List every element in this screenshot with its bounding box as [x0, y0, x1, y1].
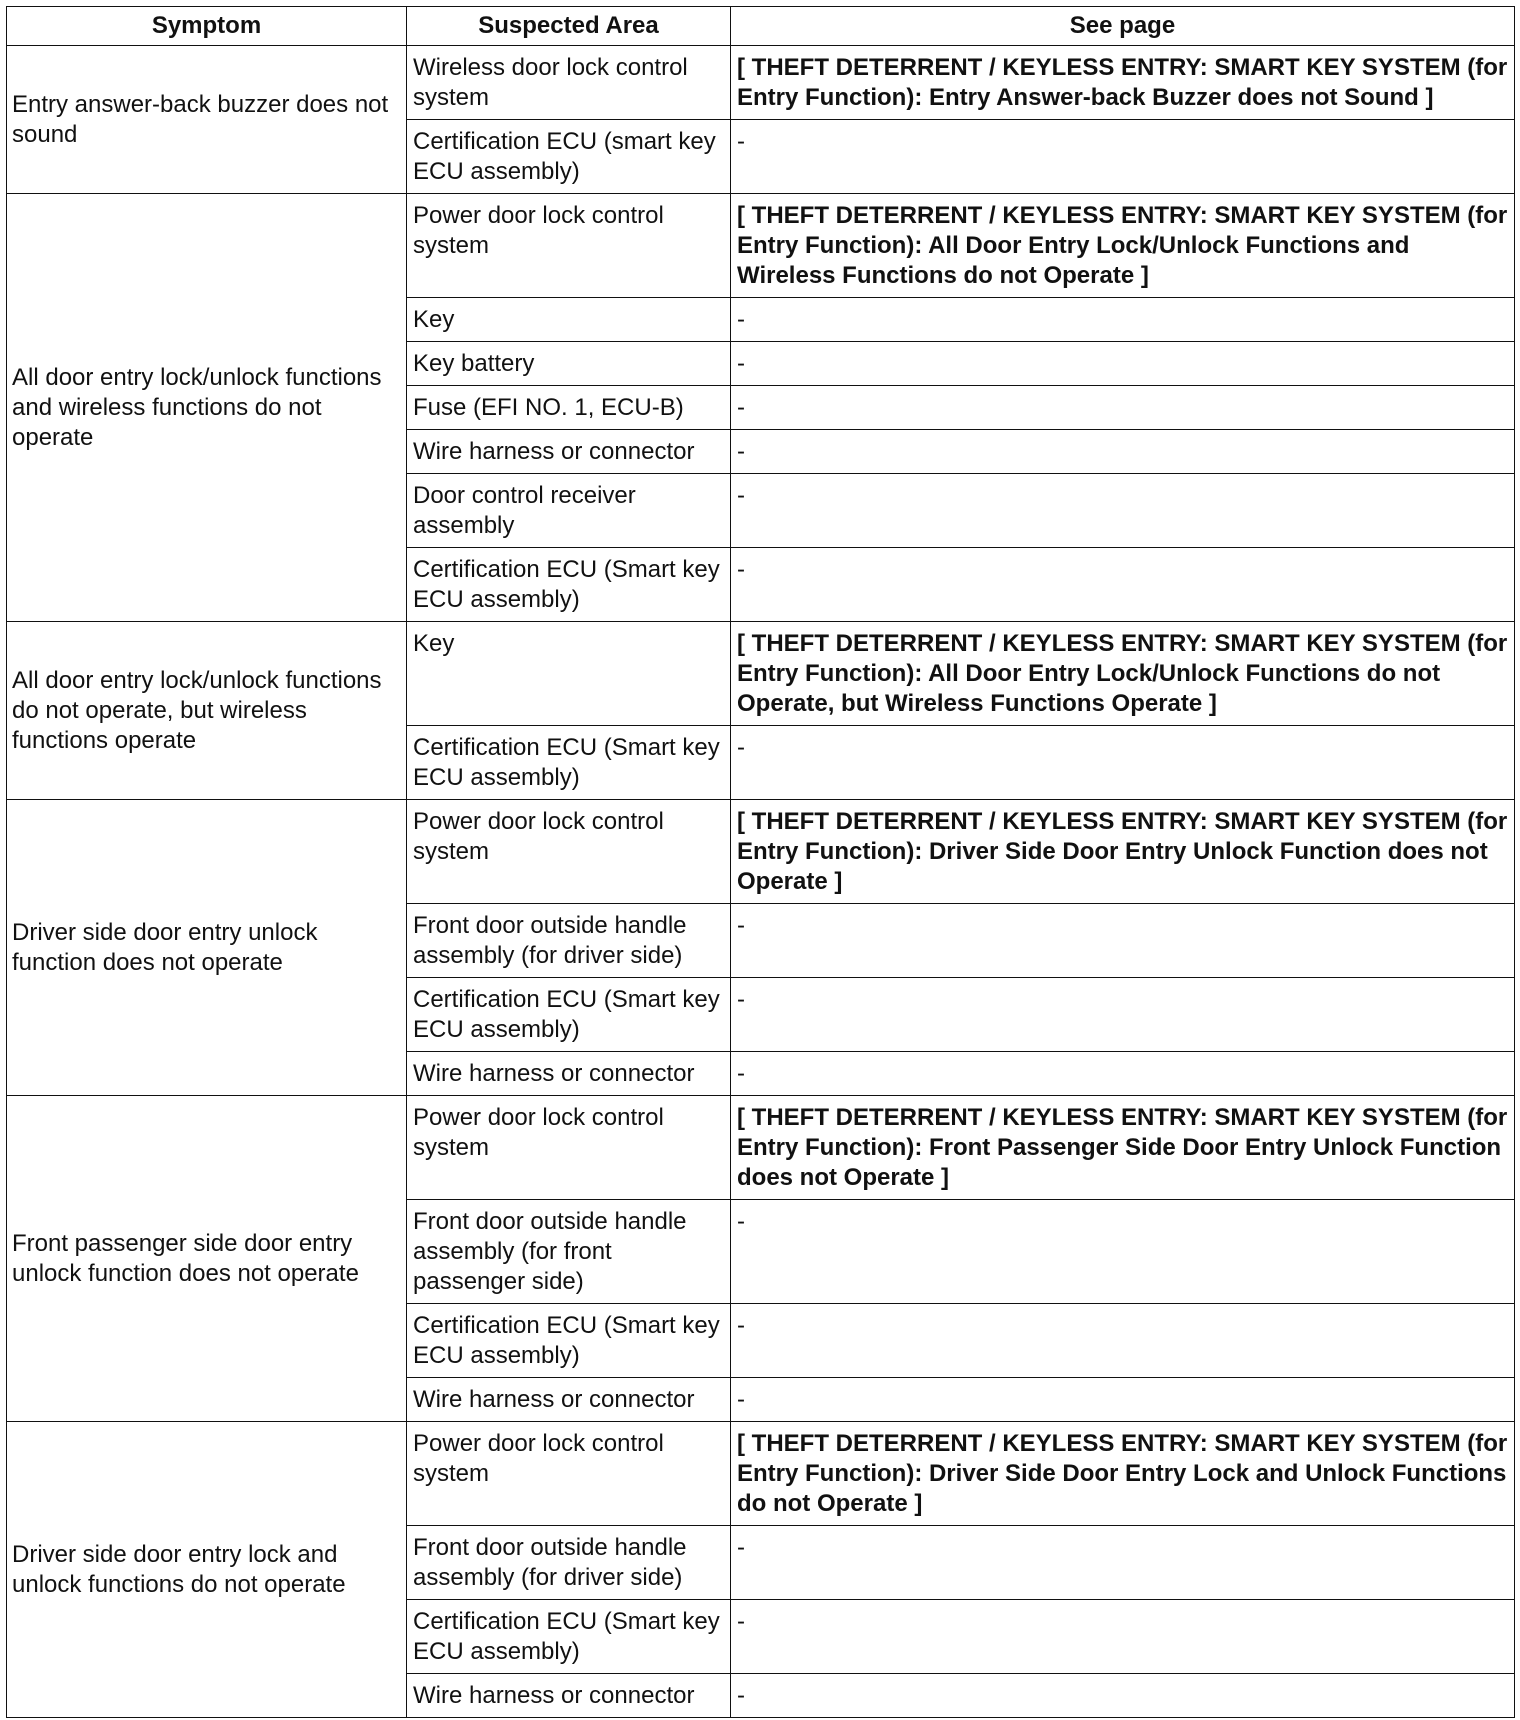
see-page-cell: -	[731, 978, 1515, 1052]
see-page-cell: -	[731, 386, 1515, 430]
see-page-cell: -	[731, 1378, 1515, 1422]
symptom-cell: All door entry lock/unlock functions and wireless functions do not operate	[7, 194, 407, 622]
suspected-area-cell: Key battery	[407, 342, 731, 386]
see-page-cell: -	[731, 120, 1515, 194]
problem-symptoms-table	[6, 6, 1515, 1718]
table-row	[7, 46, 1515, 120]
suspected-area-cell: Certification ECU (Smart key ECU assembly)	[407, 548, 731, 622]
symptom-cell: Driver side door entry unlock function does not operate	[7, 800, 407, 1096]
symptom-column-header: Symptom	[7, 7, 407, 46]
suspected-area-cell: Wire harness or connector	[407, 430, 731, 474]
symptom-cell: Driver side door entry lock and unlock functions do not operate	[7, 1422, 407, 1718]
see-page-reference-cell: [ THEFT DETERRENT / KEYLESS ENTRY: SMART KEY SYSTEM (for Entry Function): Front Passenger Side Door Entry Unlock Function does not Operate ]	[731, 1096, 1515, 1200]
see-page-column-header: See page	[731, 7, 1515, 46]
suspected-area-cell: Fuse (EFI NO. 1, ECU-B)	[407, 386, 731, 430]
see-page-reference-cell: [ THEFT DETERRENT / KEYLESS ENTRY: SMART KEY SYSTEM (for Entry Function): All Door Entry Lock/Unlock Functions and Wireless Functions do not Operate ]	[731, 194, 1515, 298]
suspected-area-cell: Front door outside handle assembly (for front passenger side)	[407, 1200, 731, 1304]
see-page-cell: -	[731, 430, 1515, 474]
suspected-area-cell: Wire harness or connector	[407, 1378, 731, 1422]
see-page-cell: -	[731, 342, 1515, 386]
table-row	[7, 1096, 1515, 1200]
table-row	[7, 1422, 1515, 1526]
suspected-area-cell: Certification ECU (Smart key ECU assembly)	[407, 978, 731, 1052]
symptom-cell: Entry answer-back buzzer does not sound	[7, 46, 407, 194]
table-body	[7, 46, 1515, 1718]
suspected-area-cell: Key	[407, 622, 731, 726]
see-page-cell: -	[731, 548, 1515, 622]
symptom-cell: Front passenger side door entry unlock function does not operate	[7, 1096, 407, 1422]
see-page-cell: -	[731, 1526, 1515, 1600]
see-page-cell: -	[731, 904, 1515, 978]
problem-symptoms-table-container	[6, 6, 1515, 1718]
see-page-cell: -	[731, 1200, 1515, 1304]
suspected-area-cell: Certification ECU (Smart key ECU assembly)	[407, 1304, 731, 1378]
table-row	[7, 800, 1515, 904]
suspected-area-cell: Power door lock control system	[407, 194, 731, 298]
see-page-cell: -	[731, 474, 1515, 548]
suspected-area-cell: Wire harness or connector	[407, 1674, 731, 1718]
suspected-area-cell: Certification ECU (Smart key ECU assembly)	[407, 1600, 731, 1674]
see-page-reference-cell: [ THEFT DETERRENT / KEYLESS ENTRY: SMART KEY SYSTEM (for Entry Function): Driver Side Door Entry Lock and Unlock Functions do not Operate ]	[731, 1422, 1515, 1526]
suspected-area-cell: Power door lock control system	[407, 800, 731, 904]
see-page-reference-cell: [ THEFT DETERRENT / KEYLESS ENTRY: SMART KEY SYSTEM (for Entry Function): Entry Answer-back Buzzer does not Sound ]	[731, 46, 1515, 120]
table-row	[7, 194, 1515, 298]
symptom-cell: All door entry lock/unlock functions do not operate, but wireless functions operate	[7, 622, 407, 800]
see-page-reference-cell: [ THEFT DETERRENT / KEYLESS ENTRY: SMART KEY SYSTEM (for Entry Function): Driver Side Door Entry Unlock Function does not Operate ]	[731, 800, 1515, 904]
suspected-area-cell: Certification ECU (smart key ECU assembly)	[407, 120, 731, 194]
see-page-cell: -	[731, 1304, 1515, 1378]
suspected-area-cell: Front door outside handle assembly (for driver side)	[407, 904, 731, 978]
suspected-area-cell: Wire harness or connector	[407, 1052, 731, 1096]
suspected-area-cell: Power door lock control system	[407, 1096, 731, 1200]
see-page-cell: -	[731, 726, 1515, 800]
suspected-area-cell: Certification ECU (Smart key ECU assembly)	[407, 726, 731, 800]
suspected-area-cell: Front door outside handle assembly (for driver side)	[407, 1526, 731, 1600]
see-page-cell: -	[731, 1052, 1515, 1096]
suspected-area-cell: Door control receiver assembly	[407, 474, 731, 548]
see-page-reference-cell: [ THEFT DETERRENT / KEYLESS ENTRY: SMART KEY SYSTEM (for Entry Function): All Door Entry Lock/Unlock Functions do not Operate, but Wireless Functions Operate ]	[731, 622, 1515, 726]
see-page-cell: -	[731, 1600, 1515, 1674]
see-page-cell: -	[731, 1674, 1515, 1718]
suspected-area-column-header: Suspected Area	[407, 7, 731, 46]
table-row	[7, 622, 1515, 726]
suspected-area-cell: Wireless door lock control system	[407, 46, 731, 120]
see-page-cell: -	[731, 298, 1515, 342]
suspected-area-cell: Power door lock control system	[407, 1422, 731, 1526]
header-row	[7, 7, 1515, 46]
suspected-area-cell: Key	[407, 298, 731, 342]
table-header	[7, 7, 1515, 46]
